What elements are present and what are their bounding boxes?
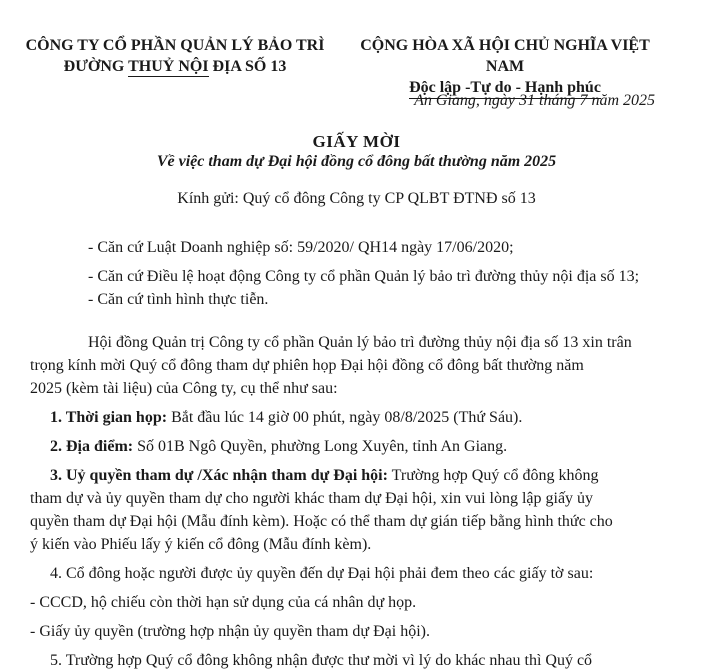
- document-title: GIẤY MỜI: [312, 132, 401, 151]
- company-header: [20, 35, 330, 77]
- item-documents-sub: - CCCD, hộ chiếu còn thời hạn sử dụng của cá nhân dự họp.: [30, 594, 417, 611]
- item-proxy-line: ý kiến vào Phiếu lấy ý kiến cổ đông (Mẫu đính kèm).: [30, 536, 372, 553]
- item-location-text: Số 01B Ngô Quyền, phường Long Xuyên, tỉnh An Giang.: [133, 438, 508, 455]
- company-name-line2: [20, 56, 330, 77]
- intro-line: trọng kính mời Quý cổ đông tham dự phiên họp Đại hội đồng cổ đông bất thường năm: [30, 357, 584, 374]
- company-name-line2-a: ĐƯỜNG: [63, 58, 129, 75]
- basis-line: - Căn cứ Điều lệ hoạt động Công ty cổ phần Quản lý bảo trì đường thủy nội địa số 13;: [88, 268, 640, 285]
- basis-line: - Căn cứ tình hình thực tiễn.: [88, 291, 269, 308]
- item-location: [30, 435, 668, 458]
- item-time-text: Bắt đầu lúc 14 giờ 00 phút, ngày 08/8/2025 (Thứ Sáu).: [167, 409, 523, 426]
- item-proxy-label: 3. Uỷ quyền tham dự /Xác nhận tham dự Đại hội:: [50, 467, 388, 484]
- company-name-line2-c: ĐỊA SỐ 13: [208, 58, 287, 75]
- intro-line: Hội đồng Quản trị Công ty cổ phần Quản lý bảo trì đường thủy nội địa số 13 xin trân: [88, 334, 632, 351]
- item-time: [30, 406, 668, 429]
- item-no-invitation: 5. Trường hợp Quý cổ đông không nhận được thư mời vì lý do khác nhau thì Quý cổ: [50, 652, 593, 669]
- national-header: [340, 35, 670, 99]
- item-proxy: [30, 464, 668, 487]
- issue-date: An Giang, ngày 31 tháng 7 năm 2025: [414, 92, 655, 109]
- intro-line: 2025 (kèm tài liệu) của Công ty, cụ thể như sau:: [30, 380, 338, 397]
- document-body: [30, 236, 668, 672]
- company-name-line2-b: THUỶ NỘI: [128, 58, 209, 75]
- item-proxy-line: tham dự và ủy quyền tham dự cho người khác tham dự Đại hội, xin vui lòng lập giấy ủy: [30, 490, 594, 507]
- item-documents-sub: - Giấy ủy quyền (trường hợp nhận ủy quyền tham dự Đại hội).: [30, 623, 430, 640]
- document-subtitle: Về việc tham dự Đại hội đồng cổ đông bất thường năm 2025: [156, 153, 557, 170]
- basis-line: - Căn cứ Luật Doanh nghiệp số: 59/2020/ QH14 ngày 17/06/2020;: [88, 239, 514, 256]
- item-location-label: 2. Địa điểm:: [50, 438, 134, 455]
- nation-name: CỘNG HÒA XÃ HỘI CHỦ NGHĨA VIỆT NAM: [360, 37, 650, 75]
- item-proxy-text: Trường hợp Quý cổ đông không: [387, 467, 599, 484]
- national-motto: Độc lập -Tự do - Hạnh phúc: [409, 78, 601, 99]
- item-proxy-line: quyền tham dự Đại hội (Mẫu đính kèm). Hoặc có thể tham dự gián tiếp bằng hình thức cho: [30, 513, 613, 530]
- item-documents: 4. Cổ đông hoặc người được ủy quyền đến dự Đại hội phải đem theo các giấy tờ sau:: [50, 565, 594, 582]
- recipient-line: Kính gửi: Quý cổ đông Công ty CP QLBT ĐTNĐ số 13: [177, 190, 536, 207]
- company-name-line1: CÔNG TY CỔ PHẦN QUẢN LÝ BẢO TRÌ: [25, 37, 325, 54]
- item-time-label: 1. Thời gian họp:: [50, 409, 168, 426]
